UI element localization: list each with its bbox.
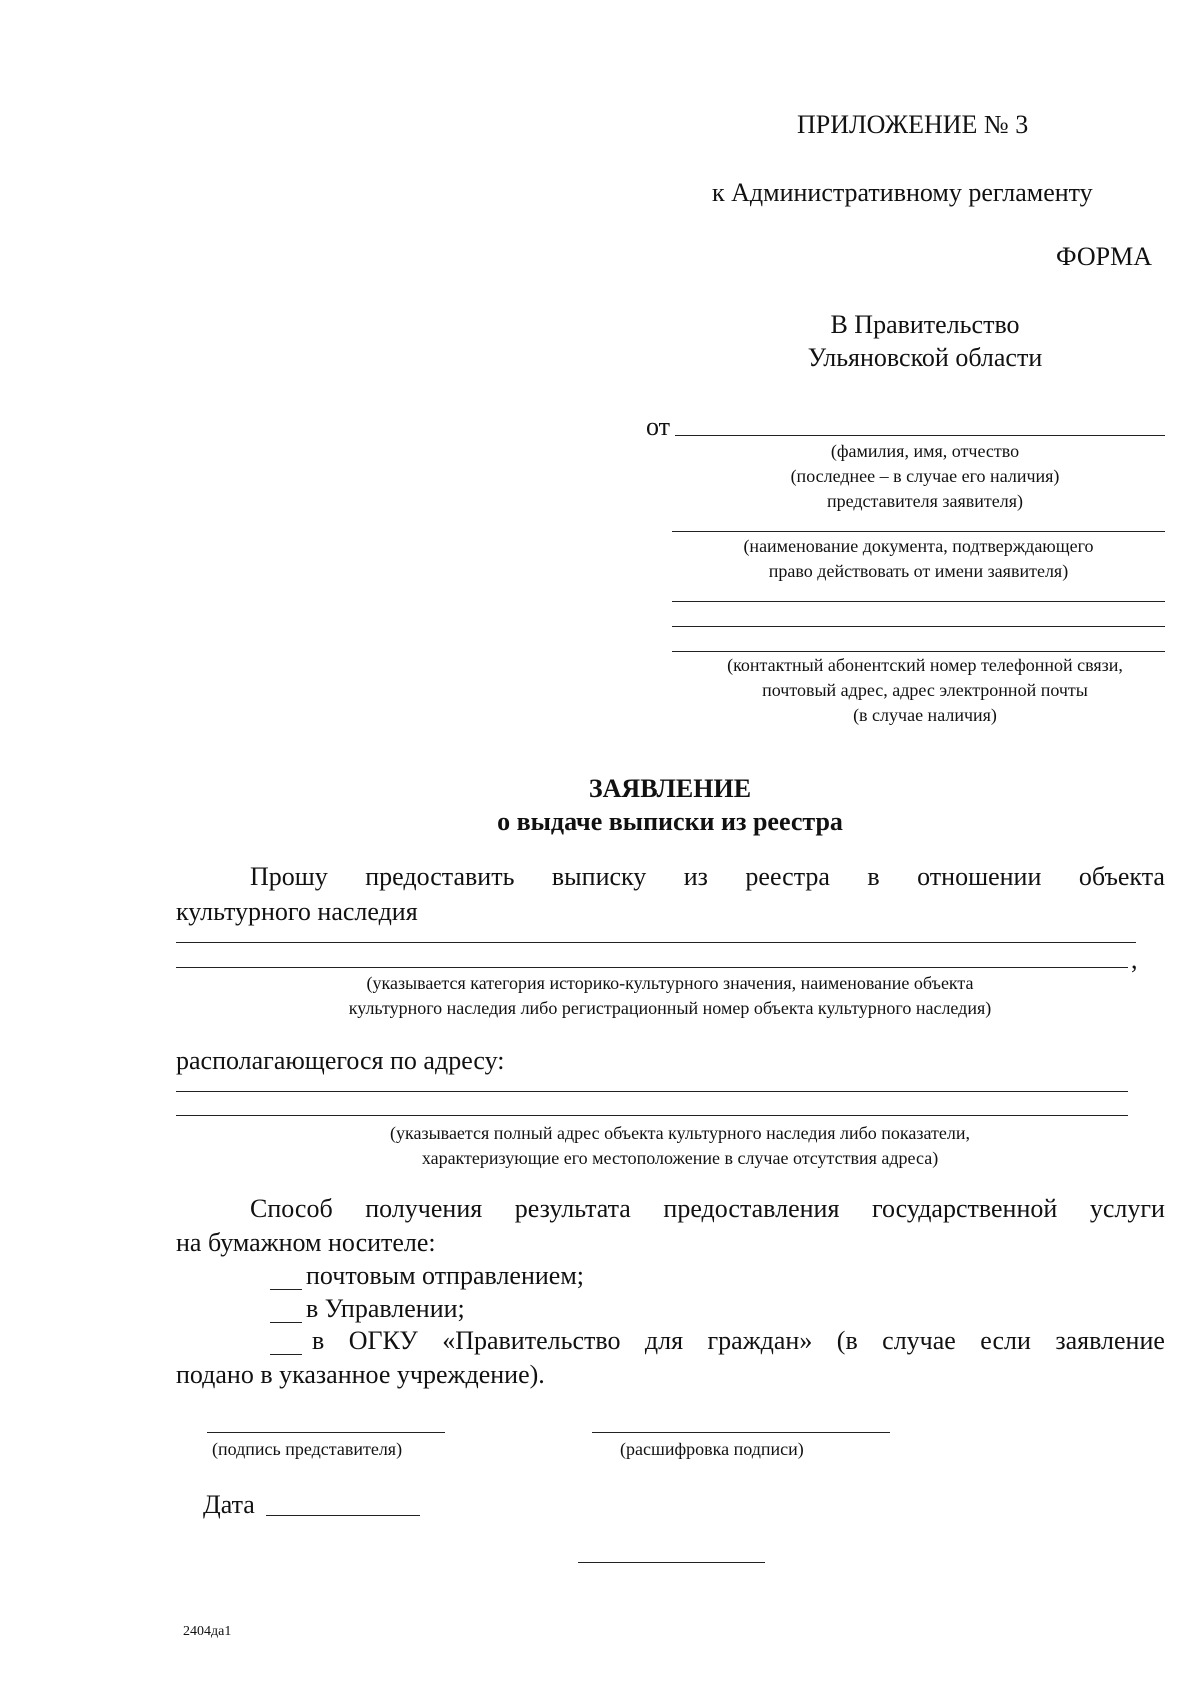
contact-note-line-2: почтовый адрес, адрес электронной почты bbox=[762, 680, 1088, 700]
address-note-line-2: характеризующие его местоположение в случае отсутствия адреса) bbox=[421, 1148, 939, 1168]
request-line-2: культурного наследия bbox=[176, 897, 418, 926]
address-note-line-1: (указывается полный адрес объекта культурного наследия либо показатели, bbox=[390, 1123, 970, 1143]
contact-note-line-3: (в случае наличия) bbox=[853, 705, 997, 725]
date-label: Дата bbox=[203, 1490, 255, 1519]
addressee-line-1: В Правительство bbox=[830, 310, 1020, 339]
option-2-checkbox[interactable] bbox=[270, 1322, 302, 1323]
document-title: ЗАЯВЛЕНИЕ bbox=[588, 774, 752, 803]
object-line-comma: , bbox=[1131, 945, 1138, 974]
signature-decode-label: (расшифровка подписи) bbox=[620, 1439, 804, 1459]
object-note-line-2: культурного наследия либо регистрационный номер объекта культурного наследия) bbox=[348, 998, 992, 1018]
name-note-line-1: (фамилия, имя, отчество bbox=[830, 441, 1020, 461]
doc-note-line-1: (наименование документа, подтверждающего bbox=[743, 536, 1094, 556]
option-3-label: в ОГКУ «Правительство для граждан» (в случае если заявление bbox=[312, 1326, 1165, 1355]
address-line-1 bbox=[176, 1091, 1128, 1092]
option-1-checkbox[interactable] bbox=[270, 1289, 302, 1290]
from-label: от bbox=[646, 412, 671, 441]
date-line[interactable] bbox=[266, 1515, 420, 1516]
option-3-checkbox[interactable] bbox=[270, 1354, 302, 1355]
address-label: располагающегося по адресу: bbox=[176, 1046, 505, 1075]
address-line-2 bbox=[176, 1115, 1128, 1116]
addressee-line-2: Ульяновской области bbox=[807, 343, 1043, 372]
appendix-title: ПРИЛОЖЕНИЕ № 3 bbox=[797, 110, 1029, 139]
contact-line-3 bbox=[672, 651, 1165, 652]
method-line-2: на бумажном носителе: bbox=[176, 1228, 436, 1257]
document-code: 2404да1 bbox=[183, 1624, 232, 1639]
object-note-line-1: (указывается категория историко-культурного значения, наименование объекта bbox=[366, 973, 974, 993]
method-line-1: Способ получения результата предоставления государственной услуги bbox=[250, 1194, 1165, 1223]
contact-line-1 bbox=[672, 601, 1165, 602]
document-line bbox=[672, 531, 1165, 532]
object-line-2 bbox=[176, 967, 1128, 968]
option-3-line-2: подано в указанное учреждение). bbox=[176, 1360, 545, 1389]
bottom-rule bbox=[578, 1562, 765, 1563]
signature-line[interactable] bbox=[207, 1432, 445, 1433]
signature-decode-line[interactable] bbox=[592, 1432, 890, 1433]
form-label: ФОРМА bbox=[1056, 242, 1152, 271]
document-subtitle: о выдаче выписки из реестра bbox=[497, 807, 843, 836]
option-2-label: в Управлении; bbox=[306, 1294, 465, 1323]
applicant-name-line bbox=[675, 435, 1165, 436]
contact-note-line-1: (контактный абонентский номер телефонной связи, bbox=[727, 655, 1123, 675]
doc-note-line-2: право действовать от имени заявителя) bbox=[768, 561, 1069, 581]
object-line-1 bbox=[176, 942, 1136, 943]
name-note-line-2: (последнее – в случае его наличия) bbox=[790, 466, 1060, 486]
signature-label: (подпись представителя) bbox=[212, 1439, 403, 1459]
name-note-line-3: представителя заявителя) bbox=[827, 491, 1023, 511]
contact-line-2 bbox=[672, 626, 1165, 627]
regulation-reference: к Административному регламенту bbox=[712, 178, 1093, 207]
request-line-1: Прошу предоставить выписку из реестра в отношении объекта bbox=[250, 862, 1165, 891]
option-1-label: почтовым отправлением; bbox=[306, 1261, 585, 1290]
